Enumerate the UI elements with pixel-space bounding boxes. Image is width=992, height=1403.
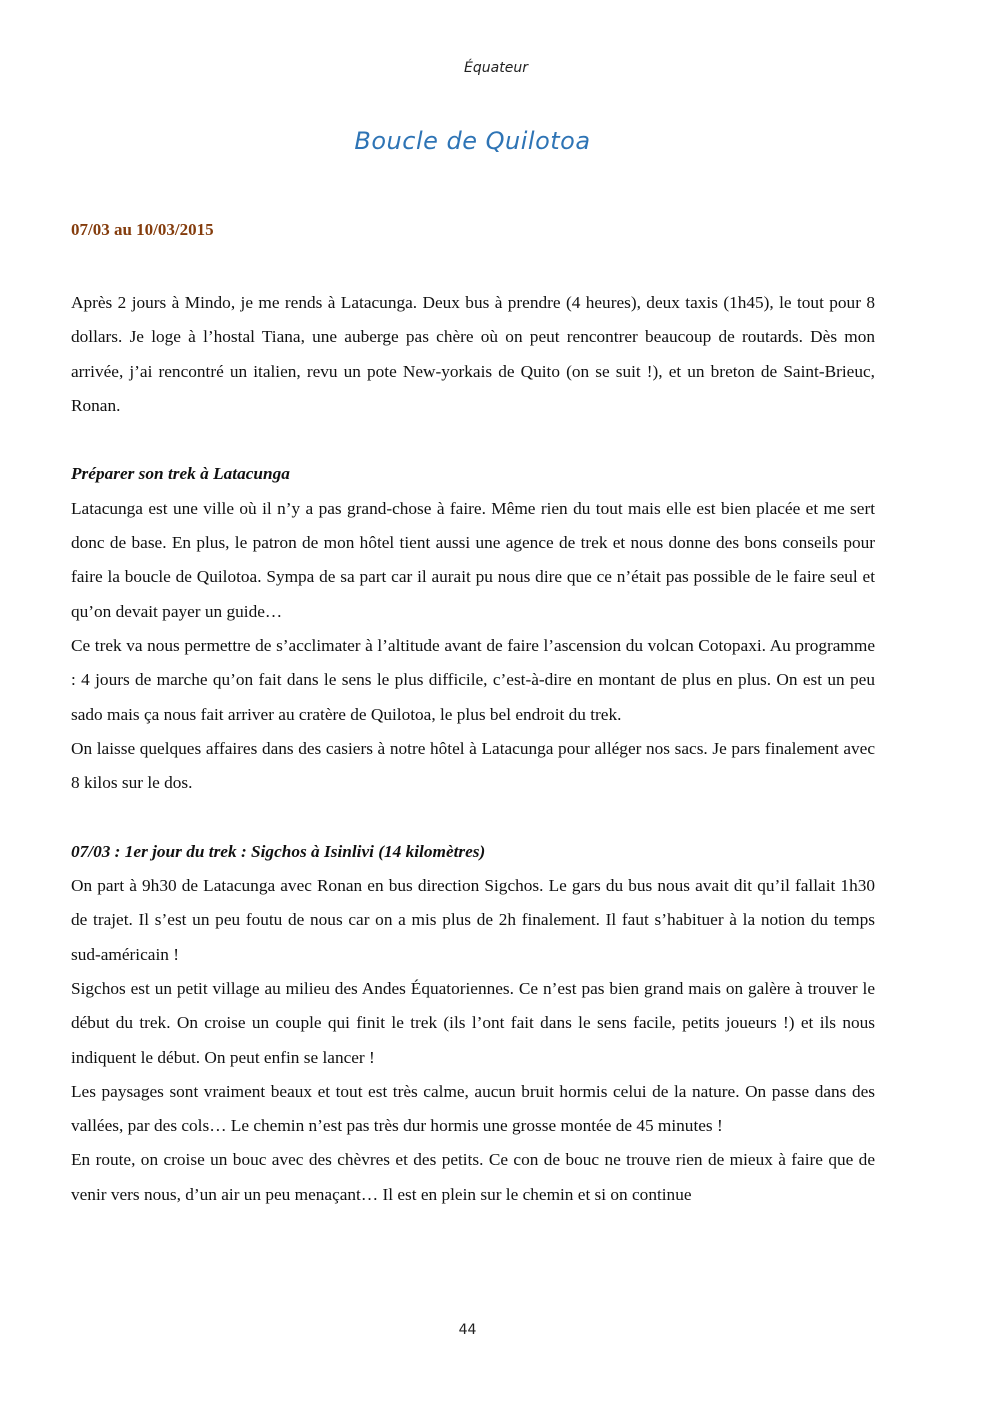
section-heading-day1: 07/03 : 1er jour du trek : Sigchos à Isinlivi (14 kilomètres) xyxy=(71,841,486,861)
page-title: Boucle de Quilotoa xyxy=(354,127,591,155)
paragraph: On part à 9h30 de Latacunga avec Ronan en bus direction Sigchos. Le gars du bus nous avait dit qu’il fallait 1h30 de trajet. Il s’est un peu foutu de nous car on a mis plus de 2h finalement. Il faut s’habituer à la notion du temps sud-américain ! xyxy=(71,876,875,964)
paragraph: Ce trek va nous permettre de s’acclimater à l’altitude avant de faire l’ascension du volcan Cotopaxi. Au programme : 4 jours de marche qu’on fait dans le sens le plus difficile, c’est-à-dire en montant de plus en plus. On est un peu sado mais ça nous fait arriver au cratère de Quilotoa, le plus bel endroit du trek. xyxy=(71,635,875,724)
running-header: Équateur xyxy=(464,60,528,76)
section-heading-preparation: Préparer son trek à Latacunga xyxy=(71,464,290,484)
paragraph: Latacunga est une ville où il n’y a pas grand-chose à faire. Même rien du tout mais elle est bien placée et me sert donc de base. En plus, le patron de mon hôtel tient aussi une agence de trek et nous donne des bons conseils pour faire la boucle de Quilotoa. Sympa de sa part car il aurait pu nous dire que ce n’était pas possible de le faire seul et qu’on devait payer un guide… xyxy=(71,498,875,621)
paragraph: Les paysages sont vraiment beaux et tout est très calme, aucun bruit hormis celui de la nature. On passe dans des vallées, par des cols… Le chemin n’est pas très dur hormis une grosse montée de 45 minutes ! xyxy=(71,1081,875,1136)
paragraph: On laisse quelques affaires dans des casiers à notre hôtel à Latacunga pour alléger nos sacs. Je pars finalement avec 8 kilos sur le dos. xyxy=(71,738,875,793)
body-text xyxy=(71,286,875,1212)
spacer xyxy=(71,423,875,457)
spacer xyxy=(71,800,875,834)
date-range: 07/03 au 10/03/2015 xyxy=(71,220,214,239)
paragraph: Sigchos est un petit village au milieu des Andes Équatoriennes. Ce n’est pas bien grand mais on galère à trouver le début du trek. On croise un couple qui finit le trek (ils l’ont fait dans le sens facile, petits joueurs !) et ils nous indiquent le début. On peut enfin se lancer ! xyxy=(71,978,875,1067)
intro-paragraph: Après 2 jours à Mindo, je me rends à Latacunga. Deux bus à prendre (4 heures), deux taxis (1h45), le tout pour 8 dollars. Je loge à l’hostal Tiana, une auberge pas chère où on peut rencontrer beaucoup de routards. Dès mon arrivée, j’ai rencontré un italien, revu un pote New-yorkais de Quito (on se suit !), et un breton de Saint-Brieuc, Ronan. xyxy=(71,293,875,415)
paragraph: En route, on croise un bouc avec des chèvres et des petits. Ce con de bouc ne trouve rien de mieux à faire que de venir vers nous, d’un air un peu menaçant… Il est en plein sur le chemin et si on continue xyxy=(71,1150,875,1204)
page-number: 44 xyxy=(458,1322,477,1338)
